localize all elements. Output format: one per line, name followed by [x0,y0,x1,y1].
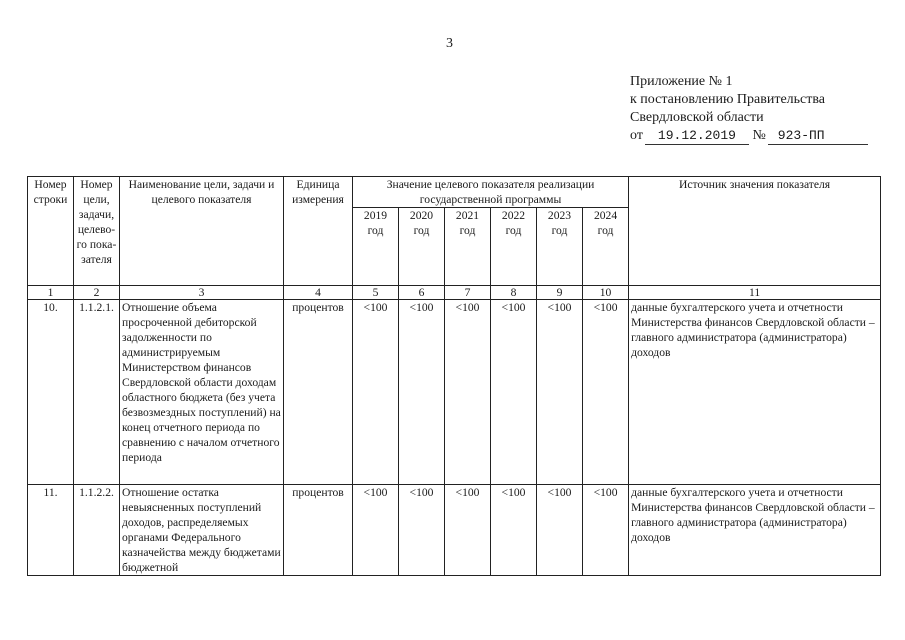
page-number: 3 [446,36,453,51]
header-year: 2022 год [491,208,537,286]
row-number: 10. [28,300,74,485]
header-source: Источник значения показателя [629,177,881,286]
value-2021: <100 [445,300,491,485]
column-number: 1 [28,286,74,300]
indicator-source: данные бухгалтерского учета и отчетности Министерства финансов Свердловской области – главного администратора (администратора) доходов [629,485,881,576]
resolution-date: 19.12.2019 [645,128,749,145]
header-year: 2021 год [445,208,491,286]
column-number: 3 [120,286,284,300]
value-2019: <100 [353,485,399,576]
column-number: 7 [445,286,491,300]
column-number: 9 [537,286,583,300]
appendix-resolution-line: к постановлению Правительства [630,92,826,107]
appendix-header [630,73,868,145]
header-year: 2023 год [537,208,583,286]
header-goal-number: Номер цели, задачи, целево-го пока-зателя [74,177,120,286]
header-unit: Единица измерения [284,177,353,286]
column-number: 10 [583,286,629,300]
header-name: Наименование цели, задачи и целевого показателя [120,177,284,286]
resolution-number: 923-ПП [768,128,868,145]
value-2020: <100 [399,485,445,576]
table-row [28,485,881,576]
value-2021: <100 [445,485,491,576]
number-label: № [752,128,766,143]
indicator-name: Отношение объема просроченной дебиторской задолженности по администрируемым Министерством финансов Свердловской области доходам областного бюджета (без учета безвозмездных поступлений) на конец отчетного периода по сравнению с началом отчетного периода [120,300,284,485]
value-2020: <100 [399,300,445,485]
header-year: 2024 год [583,208,629,286]
value-2019: <100 [353,300,399,485]
header-row-number: Номер строки [28,177,74,286]
value-2022: <100 [491,300,537,485]
goal-code: 1.1.2.1. [74,300,120,485]
table-row [28,300,881,485]
header-value-group: Значение целевого показателя реализации государственной программы [353,177,629,208]
value-2022: <100 [491,485,537,576]
appendix-date-line [630,127,868,145]
header-row [28,177,881,208]
header-year: 2019 год [353,208,399,286]
column-number: 4 [284,286,353,300]
value-2023: <100 [537,485,583,576]
column-number: 5 [353,286,399,300]
value-2023: <100 [537,300,583,485]
from-label: от [630,128,643,143]
column-number-row [28,286,881,300]
value-2024: <100 [583,485,629,576]
appendix-title: Приложение № 1 [630,74,733,89]
column-number: 2 [74,286,120,300]
indicator-source: данные бухгалтерского учета и отчетности Министерства финансов Свердловской области – главного администратора (администратора) доходов [629,300,881,485]
header-year: 2020 год [399,208,445,286]
goal-code: 1.1.2.2. [74,485,120,576]
target-indicators-table [27,176,881,576]
unit: процентов [284,485,353,576]
row-number: 11. [28,485,74,576]
appendix-region-line: Свердловской области [630,110,764,125]
value-2024: <100 [583,300,629,485]
column-number: 6 [399,286,445,300]
indicator-name: Отношение остатка невыясненных поступлений доходов, распределяемых органами Федерального казначейства между бюджетами бюджетной [120,485,284,576]
column-number: 11 [629,286,881,300]
column-number: 8 [491,286,537,300]
unit: процентов [284,300,353,485]
